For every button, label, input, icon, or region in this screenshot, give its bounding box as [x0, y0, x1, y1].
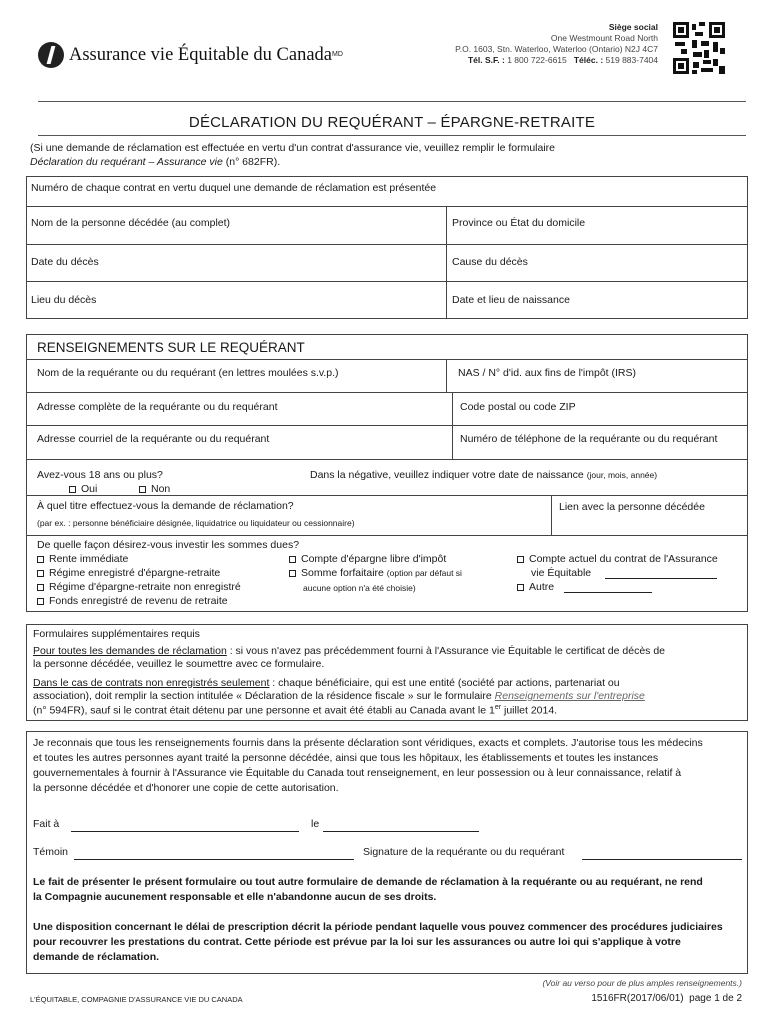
- verso-note: (Voir au verso pour de plus amples renseignements.): [542, 978, 742, 988]
- tfsa-checkbox[interactable]: [289, 556, 296, 563]
- option-current-account[interactable]: Compte actuel du contrat de l'Assurance: [517, 553, 718, 567]
- age-question: Avez-vous 18 ans ou plus?: [37, 469, 163, 481]
- death-cause-field[interactable]: [452, 256, 742, 278]
- footer-form-id: 1516FR(2017/06/01) page 1 de 2: [591, 993, 742, 1004]
- deceased-name-label: Nom de la personne décédée (au complet): [31, 217, 231, 229]
- lump-sum-note: aucune option n'a été choisie): [303, 583, 416, 593]
- company-name: Assurance vie Équitable du Canada: [69, 44, 333, 65]
- rrif-checkbox[interactable]: [37, 598, 44, 605]
- lump-sum-checkbox[interactable]: [289, 570, 296, 577]
- deceased-info-box: [26, 176, 748, 319]
- date-label: le: [311, 818, 320, 830]
- additional-forms-box: [26, 624, 748, 721]
- dob-field[interactable]: [310, 469, 745, 483]
- option-tfsa[interactable]: Compte d'épargne libre d'impôt: [289, 553, 446, 567]
- claimant-phone-label: Numéro de téléphone de la requérante ou du requérant: [460, 433, 718, 445]
- claimant-phone-field[interactable]: [460, 433, 745, 455]
- claimant-address-field[interactable]: [37, 401, 447, 423]
- postal-code-label: Code postal ou code ZIP: [460, 401, 576, 413]
- other-checkbox[interactable]: [517, 584, 524, 591]
- hq-address-2: P.O. 1603, Stn. Waterloo, Waterloo (Ontario) N2J 4C7: [455, 44, 658, 54]
- declaration-line-4: la personne décédée et d'honorer une copie de cette autorisation.: [33, 782, 339, 794]
- role-label: À quel titre effectuez-vous la demande de réclamation?: [37, 500, 294, 512]
- option-nonregistered[interactable]: Régime d'épargne-retraite non enregistré: [37, 581, 241, 595]
- form-title: DÉCLARATION DU REQUÉRANT – ÉPARGNE-RETRAITE: [188, 114, 596, 131]
- death-date-label: Date du décès: [31, 256, 99, 268]
- current-account-input[interactable]: [605, 578, 717, 579]
- birth-info-field[interactable]: [452, 294, 742, 316]
- postal-code-field[interactable]: [460, 401, 740, 423]
- made-at-input[interactable]: [71, 831, 299, 832]
- head-office-block: [455, 22, 658, 66]
- forms-paragraph-1: Pour toutes les demandes de réclamation : si vous n'avez pas précédemment fourni à l'Assurance vie Équitable le certificat de décès de: [33, 645, 666, 657]
- date-input[interactable]: [323, 831, 479, 832]
- age-yes-checkbox[interactable]: [69, 486, 76, 493]
- rrsp-checkbox[interactable]: [37, 570, 44, 577]
- age-no-option[interactable]: Non: [139, 483, 170, 497]
- declaration-line-1: Je reconnais que tous les renseignements fournis dans la présente déclaration sont véridiques, exacts et complets. J'autorise tous les médecins: [33, 737, 703, 749]
- province-label: Province ou État du domicile: [452, 217, 586, 229]
- claimant-info-box: [26, 334, 748, 612]
- current-account-line2: vie Équitable: [531, 567, 592, 579]
- prescription-notice-1: Une disposition concernant le délai de prescription décrit la période pendant laquelle vous pouvez commencer des procédures judiciaires: [33, 921, 723, 933]
- declaration-line-3: gouvernementales à fournir à l'Assurance vie Équitable du Canada tout renseignement, en leur possession ou à leur connaissance, relatif à: [33, 767, 682, 779]
- forms-paragraph-2c: (n° 594FR), sauf si le contrat était détenu par une personne et avait été établi au Canada avant le 1er juillet 2014.: [33, 704, 558, 717]
- claimant-address-label: Adresse complète de la requérante ou du requérant: [37, 401, 278, 413]
- role-example: (par ex. : personne bénéficiaire désignée, liquidatrice ou liquidateur ou cessionnaire): [37, 518, 355, 528]
- forms-paragraph-2b: association), doit remplir la section intitulée « Déclaration de la résidence fiscale » sur le formulaire Renseignements sur l'entreprise: [33, 690, 645, 702]
- equitable-logo-icon: [38, 42, 64, 68]
- forms-paragraph-1b: la personne décédée, veuillez le soumettre avec ce formulaire.: [33, 658, 325, 670]
- sin-label: NAS / N° d'id. aux fins de l'impôt (IRS): [458, 367, 637, 379]
- title-divider: [38, 135, 746, 136]
- age-no-checkbox[interactable]: [139, 486, 146, 493]
- province-field[interactable]: [452, 217, 742, 241]
- death-date-field[interactable]: [31, 256, 441, 278]
- made-at-label: Fait à: [33, 818, 60, 830]
- hq-address-1: One Westmount Road North: [550, 33, 658, 43]
- forms-paragraph-2: Dans le cas de contrats non enregistrés seulement : chaque bénéficiaire, qui est une entité (société par actions, partenariat ou: [33, 677, 620, 689]
- claimant-name-field[interactable]: [37, 367, 437, 389]
- prescription-notice-3: demande de réclamation.: [33, 951, 160, 963]
- business-info-form-link[interactable]: Renseignements sur l'entreprise: [494, 690, 645, 702]
- option-other[interactable]: Autre: [517, 581, 554, 595]
- investment-question: De quelle façon désirez-vous investir les sommes dues?: [37, 539, 300, 551]
- option-rrif[interactable]: Fonds enregistré de revenu de retraite: [37, 595, 228, 609]
- claimant-email-label: Adresse courriel de la requérante ou du requérant: [37, 433, 270, 445]
- declaration-box: [26, 731, 748, 974]
- qr-code-icon: [673, 22, 725, 74]
- dob-label: Dans la négative, veuillez indiquer votre date de naissance: [310, 469, 584, 481]
- claimant-email-field[interactable]: [37, 433, 447, 455]
- liability-notice-2: la Compagnie aucunement responsable et elle n'abandonne aucun de ses droits.: [33, 891, 437, 903]
- claimant-signature-label: Signature de la requérante ou du requérant: [363, 846, 565, 858]
- additional-forms-title: Formulaires supplémentaires requis: [33, 628, 200, 640]
- relationship-label: Lien avec la personne décédée: [559, 501, 705, 513]
- claimant-signature-input[interactable]: [582, 859, 742, 860]
- sin-field[interactable]: [458, 367, 743, 389]
- current-account-checkbox[interactable]: [517, 556, 524, 563]
- claimant-section-title: RENSEIGNEMENTS SUR LE REQUÉRANT: [37, 340, 305, 355]
- option-immediate-annuity[interactable]: Rente immédiate: [37, 553, 128, 567]
- immediate-annuity-checkbox[interactable]: [37, 556, 44, 563]
- option-rrsp[interactable]: Régime enregistré d'épargne-retraite: [37, 567, 220, 581]
- age-yes-option[interactable]: Oui: [69, 483, 97, 497]
- intro-line-1: (Si une demande de réclamation est effectuée en vertu d'un contrat d'assurance vie, veuillez remplir le formulaire: [30, 142, 556, 154]
- hq-title: Siège social: [608, 22, 658, 32]
- declaration-line-2: et toutes les autres personnes ayant traité la personne décédée, ainsi que tous les hôpitaux, les établissements et toutes les instances: [33, 752, 659, 764]
- hq-contact: Tél. S.F. : 1 800 722-6615 Téléc. : 519 883-7404: [467, 55, 658, 65]
- death-place-field[interactable]: [31, 294, 441, 316]
- life-form-reference: Déclaration du requérant – Assurance vie: [30, 155, 223, 168]
- nonregistered-checkbox[interactable]: [37, 584, 44, 591]
- trademark-mark: MD: [332, 51, 343, 59]
- other-input[interactable]: [564, 592, 652, 593]
- contract-numbers-field[interactable]: [31, 182, 731, 204]
- intro-note: [30, 142, 750, 169]
- option-lump-sum[interactable]: Somme forfaitaire (option par défaut si: [289, 567, 462, 581]
- contract-numbers-label: Numéro de chaque contrat en vertu duquel une demande de réclamation est présentée: [31, 182, 437, 194]
- footer-company: L'ÉQUITABLE, COMPAGNIE D'ASSURANCE VIE DU CANADA: [30, 995, 243, 1004]
- birth-info-label: Date et lieu de naissance: [452, 294, 570, 306]
- witness-label: Témoin: [33, 846, 69, 858]
- prescription-notice-2: pour recouvrer les prestations du contrat. Cette période est prévue par la loi sur les assurances ou autre loi qui s'applique à votre: [33, 936, 681, 948]
- intro-line-2: Déclaration du requérant – Assurance vie (n° 682FR).: [30, 155, 281, 168]
- relationship-field[interactable]: [559, 501, 744, 531]
- death-place-label: Lieu du décès: [31, 294, 97, 306]
- dob-format: (jour, mois, année): [586, 470, 658, 480]
- header-divider: [38, 101, 746, 102]
- page-number: page 1 de 2: [689, 993, 742, 1004]
- death-cause-label: Cause du décès: [452, 256, 528, 268]
- role-field[interactable]: [37, 500, 547, 514]
- liability-notice-1: Le fait de présenter le présent formulaire ou tout autre formulaire de demande de réclamation à la requérante ou au requérant, ne rend: [33, 876, 703, 888]
- deceased-name-field[interactable]: [31, 217, 441, 241]
- company-logo: [38, 42, 343, 68]
- claimant-name-label: Nom de la requérante ou du requérant (en lettres moulées s.v.p.): [37, 367, 339, 379]
- witness-signature-input[interactable]: [74, 859, 354, 860]
